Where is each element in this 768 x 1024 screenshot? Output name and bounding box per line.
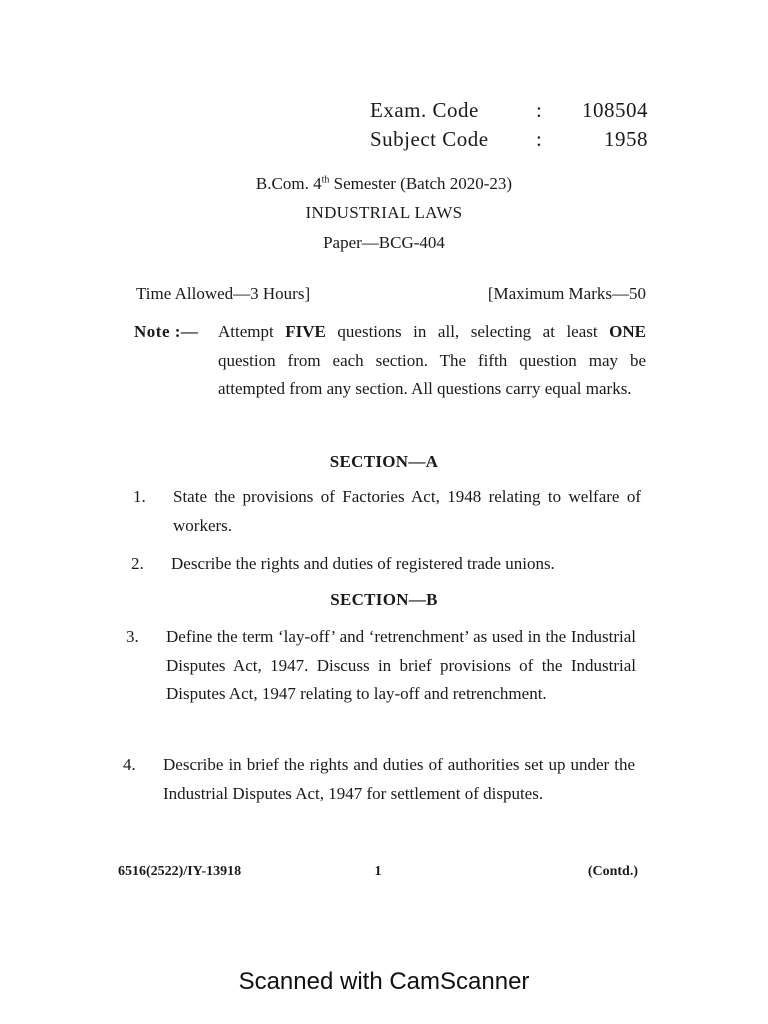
section-b-title: SECTION—B: [330, 590, 438, 609]
scanner-watermark: Scanned with CamScanner: [238, 968, 530, 995]
course-superscript: th: [321, 174, 330, 186]
subject-code-row: [370, 125, 660, 154]
subject-code-separator: :: [536, 127, 543, 151]
note-bold-five: FIVE: [285, 322, 326, 341]
note-text: [218, 318, 646, 404]
question-text: Describe the rights and duties of registered trade unions.: [171, 554, 555, 573]
question-number: 4.: [123, 755, 136, 774]
maximum-marks: [Maximum Marks—50: [487, 284, 646, 303]
question-text: State the provisions of Factories Act, 1948 relating to welfare of workers.: [173, 487, 641, 535]
note-text-1: Attempt: [218, 322, 286, 341]
exam-code-value: 108504: [582, 98, 648, 122]
question-number: 1.: [133, 487, 146, 506]
course-suffix: Semester (Batch 2020-23): [329, 174, 513, 193]
page-footer: [118, 864, 638, 880]
exam-code-separator: :: [536, 98, 543, 122]
subject-title: INDUSTRIAL LAWS: [305, 203, 463, 222]
question-text: Define the term ‘lay-off’ and ‘retrenchment’ as used in the Industrial Disputes Act, 1947. Discuss in brief provisions of the Industrial Disputes Act, 1947 relating to lay-off and retrenchment.: [166, 627, 636, 703]
course-prefix: B.Com. 4: [255, 174, 322, 193]
subject-code-label: Subject Code: [370, 127, 489, 151]
course-title: [0, 174, 768, 194]
continued-label: (Contd.): [587, 864, 638, 879]
paper-title: Paper—BCG-404: [323, 233, 445, 252]
time-allowed: Time Allowed—3 Hours]: [136, 284, 311, 303]
subject-code-value: 1958: [604, 127, 648, 151]
footer-code: 6516(2522)/IY-13918: [118, 864, 242, 879]
page-number: 1: [374, 864, 382, 879]
question-number: 2.: [131, 554, 144, 573]
note-text-2: questions in all, selecting at least: [325, 322, 610, 341]
note-label: Note :—: [134, 322, 199, 341]
note-bold-one: ONE: [609, 322, 646, 341]
question-number: 3.: [126, 627, 139, 646]
section-a-title: SECTION—A: [329, 452, 439, 471]
codes-block: [370, 96, 660, 154]
note-text-3: question from each section. The fifth question may be attempted from any section. All questions carry equal marks.: [218, 350, 646, 398]
exam-code-label: Exam. Code: [370, 98, 479, 122]
exam-code-row: [370, 96, 660, 125]
time-marks-row: [136, 284, 646, 304]
question-text: Describe in brief the rights and duties of authorities set up under the Industrial Disputes Act, 1947 for settlement of disputes.: [163, 755, 635, 803]
